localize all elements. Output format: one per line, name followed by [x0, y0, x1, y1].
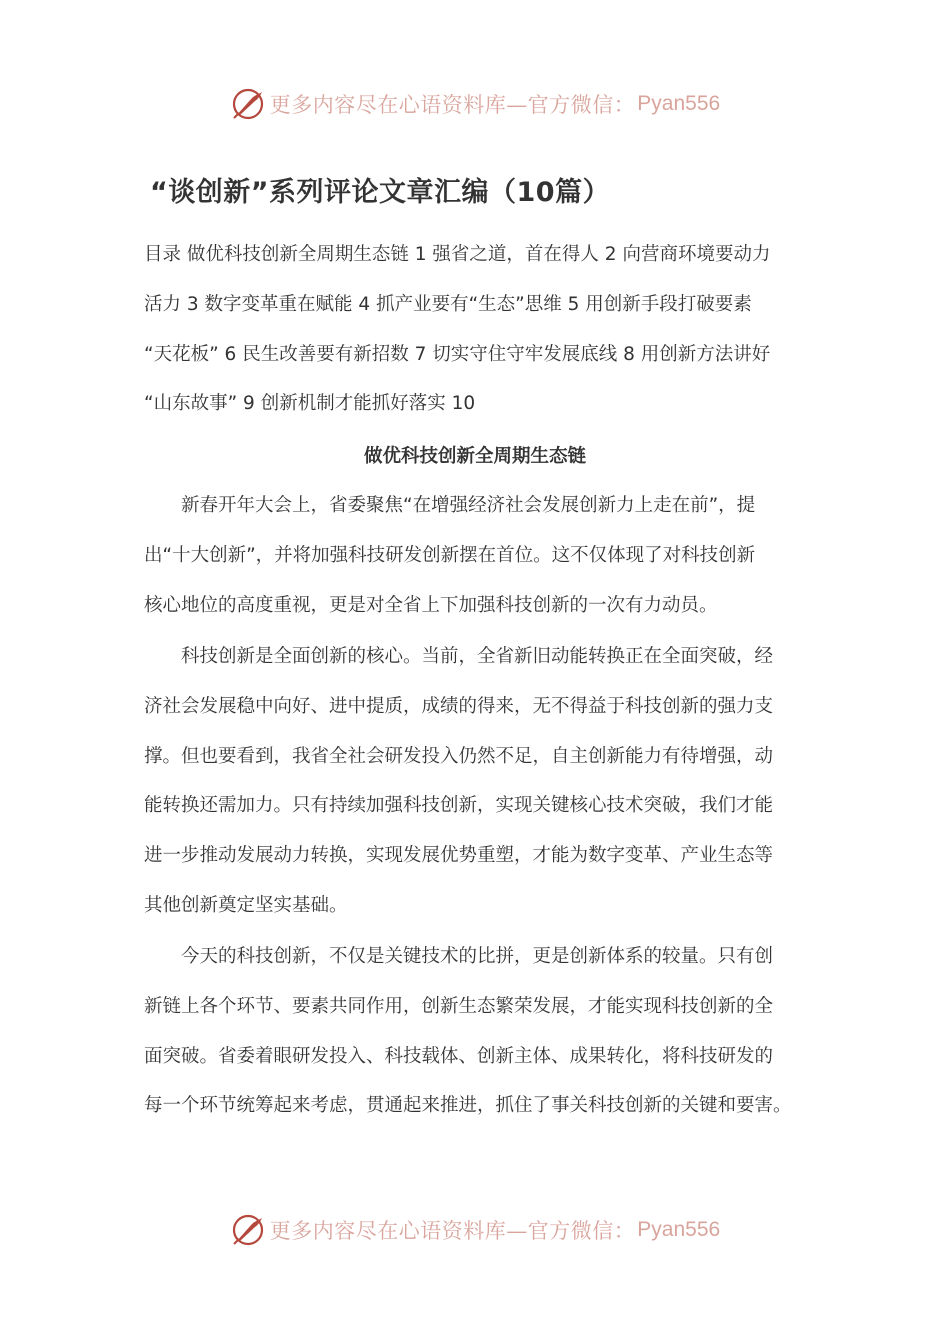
header-banner	[0, 84, 950, 124]
banner-wechat-handle: Pyan556	[637, 1218, 721, 1241]
footer-banner	[0, 1210, 950, 1250]
paragraph-line: 新春开年大会上，省委聚焦“在增强经济社会发展创新力上走在前”，提	[181, 495, 756, 516]
banner-text: 更多内容尽在心语资料库—官方微信：	[269, 93, 636, 117]
paragraph-line: 出“十大创新”，并将加强科技研发创新摆在首位。这不仅体现了对科技创新	[144, 545, 756, 566]
paragraph-line: 能转换还需加力。只有持续加强科技创新，实现关键核心技术突破，我们才能	[144, 795, 774, 816]
banner-wechat-handle: Pyan556	[637, 92, 721, 115]
paragraph-line: 面突破。省委着眼研发投入、科技载体、创新主体、成果转化，将科技研发的	[144, 1046, 774, 1067]
paragraph-line: 每一个环节统筹起来考虑，贯通起来推进，抓住了事关科技创新的关键和要害。	[144, 1095, 792, 1116]
paragraph-line: 进一步推动发展动力转换，实现发展优势重塑，才能为数字变革、产业生态等	[144, 845, 774, 866]
banner-text: 更多内容尽在心语资料库—官方微信：	[269, 1219, 636, 1243]
toc-line: “山东故事” 9 创新机制才能抓好落实 10	[144, 393, 476, 414]
paragraph-line: 其他创新奠定坚实基础。	[144, 895, 348, 916]
paragraph-line: 撑。但也要看到，我省全社会研发投入仍然不足，自主创新能力有待增强，动	[144, 746, 774, 767]
toc-line: 活力 3 数字变革重在赋能 4 抓产业要有“生态”思维 5 用创新手段打破要素	[144, 294, 752, 315]
quill-pen-logo-icon	[230, 86, 266, 122]
section-heading: 做优科技创新全周期生态链	[363, 446, 586, 467]
paragraph-line: 今天的科技创新，不仅是关键技术的比拼，更是创新体系的较量。只有创	[181, 946, 774, 967]
toc-line: “天花板” 6 民生改善要有新招数 7 切实守住守牢发展底线 8 用创新方法讲好	[144, 344, 771, 365]
paragraph-line: 核心地位的高度重视，更是对全省上下加强科技创新的一次有力动员。	[144, 595, 718, 616]
paragraph-line: 科技创新是全面创新的核心。当前，全省新旧动能转换正在全面突破，经	[181, 646, 774, 667]
paragraph-line: 新链上各个环节、要素共同作用，创新生态繁荣发展，才能实现科技创新的全	[144, 996, 774, 1017]
toc-line: 目录 做优科技创新全周期生态链 1 强省之道，首在得人 2 向营商环境要动力	[144, 244, 771, 265]
paragraph-line: 济社会发展稳中向好、进中提质，成绩的得来，无不得益于科技创新的强力支	[144, 696, 774, 717]
document-title: “谈创新”系列评论文章汇编（10篇）	[150, 177, 611, 208]
quill-pen-logo-icon	[230, 1212, 266, 1248]
